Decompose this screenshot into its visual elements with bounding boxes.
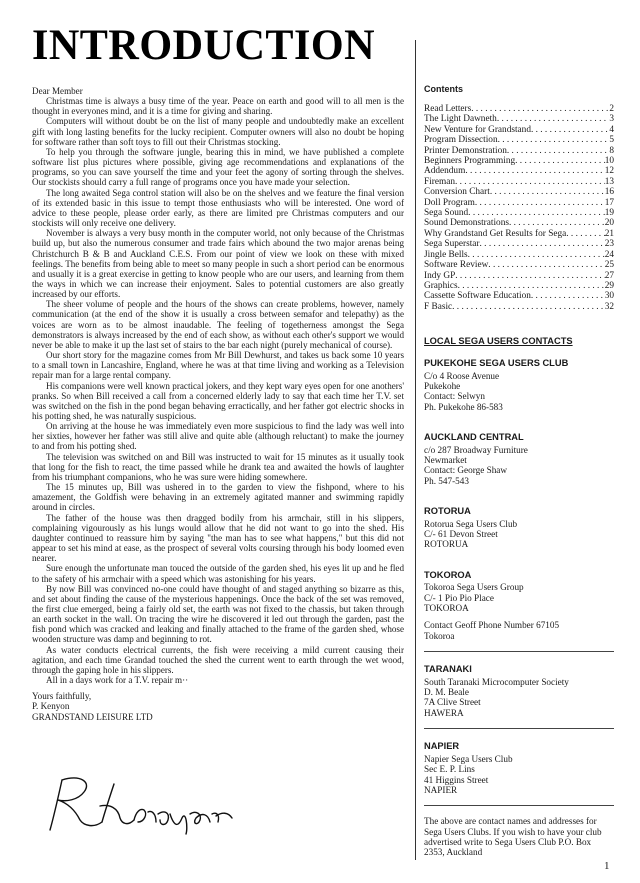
section-divider: [424, 728, 614, 729]
toc-entry[interactable]: [424, 302, 614, 312]
toc-title: Sound Demonstrations: [424, 218, 509, 229]
toc-entry[interactable]: [424, 177, 614, 187]
toc-entry[interactable]: [424, 135, 614, 145]
toc-title: New Venture for Grandstand: [424, 124, 531, 135]
letter-paragraph: The father of the house was then dragged bodily from his armchair, still in his slippers, complaining vigourously as his lungs would allow that he did not want to go into the shed. His daughter continued to reassure him by saying "the man has to see what happens," but this did not appear to set his mind at ease, as the prospect of several volts coursing through his body loomed even nearer.: [32, 512, 404, 564]
toc-leader: [471, 104, 609, 114]
toc-leader: [515, 156, 605, 166]
letter-paragraph: November is always a very busy month in the computer world, not only because of the Christmas build up, but also the numerous consumer and trade fairs which abound the two major arenas being Christchurch B & B and Auckland C.E.S. From our point of view we look on these with mixed feelings. The benefits from being able to meet so many people in such a short period can be enormous and usually it is a great exercise in getting to know people who are our users, and learning from them the ways in which we can increase their enjoyment. Sales to potential customers are also greatly increased by our efforts.: [32, 228, 404, 300]
toc-title: Printer Demonstration: [424, 145, 507, 156]
toc-page: 12: [604, 166, 614, 177]
club-contact: [424, 570, 614, 641]
letter-paragraph: Our short story for the magazine comes from Mr Bill Dewhurst, and takes us back some 10 years to a small town in Lancashire, England, where he was at that time living and working as a Television repair man for a large rental company.: [32, 350, 404, 381]
club-address-line: Tokoroa Sega Users Group: [424, 582, 524, 593]
club-phone-line: Ph. 547-543: [424, 475, 469, 486]
section-divider: [424, 805, 614, 806]
toc-leader: [455, 271, 604, 281]
page-title: INTRODUCTION: [32, 22, 376, 69]
club-address-line: C/o 4 Roose Avenue: [424, 370, 500, 381]
contents-list: [424, 104, 614, 312]
toc-leader: [465, 166, 604, 176]
handwritten-signature: [40, 768, 240, 838]
letter-paragraph: Christmas time is always a busy time of the year. Peace on earth and good will to all men is the thought in everyones mind, and it is a time for giving and sharing.: [32, 96, 404, 117]
company-name: GRANDSTAND LEISURE LTD: [32, 711, 153, 722]
club-address-line: Pukekohe: [424, 380, 461, 391]
toc-page: 8: [609, 145, 614, 156]
club-address-line: HAWERA: [424, 707, 464, 718]
toc-page: 21: [604, 228, 614, 239]
contents-heading: Contents: [424, 84, 463, 94]
toc-page: 32: [604, 301, 614, 312]
club-phone-line: Ph. Pukekohe 86-583: [424, 401, 503, 412]
club-address-line: c/o 287 Broadway Furniture: [424, 444, 528, 455]
toc-page: 20: [604, 218, 614, 229]
club-name: AUCKLAND CENTRAL: [424, 432, 524, 443]
toc-title: Graphics: [424, 280, 458, 291]
toc-leader: [531, 125, 609, 135]
toc-leader: [509, 218, 605, 228]
club-name: ROTORUA: [424, 506, 471, 517]
club-address-line: South Taranaki Microcomputer Society: [424, 676, 569, 687]
toc-leader: [490, 187, 605, 197]
toc-page: 16: [604, 187, 614, 198]
toc-entry[interactable]: [424, 114, 614, 124]
letter-paragraph: His companions were well known practical jokers, and they kept wary eyes open for one anothers' pranks. So when Bill received a call from a concerned elderly lady to say that each time her T.V. set was switched on the fish in the pond began behaving erractically, and her father got electric shocks in his potting shed, he was naturally suspicious.: [32, 380, 404, 421]
toc-page: 25: [604, 260, 614, 271]
letter-paragraph: To help you through the software jungle, bearing this in mind, we have published a complete software list plus pictures where possible, giving age recommendations and explanations of the programs, so you can save yourself the time and your feet the agony of sorting through the shelves. Our stockists should carry a full range of programs once you have made your selection.: [32, 146, 404, 188]
toc-leader: [458, 281, 605, 291]
toc-entry[interactable]: [424, 156, 614, 166]
toc-title: Software Review: [424, 260, 489, 271]
toc-entry[interactable]: [424, 166, 614, 176]
toc-title: Cassette Software Education: [424, 291, 531, 302]
toc-title: Beginners Programming: [424, 156, 516, 167]
club-contact: [424, 664, 614, 718]
club-name: NAPIER: [424, 741, 460, 752]
club-contact-line: Contact: George Shaw: [424, 465, 508, 476]
letter-paragraph: The television was switched on and Bill was instructed to wait for 15 minutes as it usually took that long for the fish to react, the time passed while he drank tea and awaited the howls of laughter from his triumphant companions, who he was sure were hiding somewhere.: [32, 451, 404, 482]
toc-title: Jingle Bells: [424, 249, 468, 260]
club-address-line: 41 Higgins Street: [424, 774, 489, 785]
toc-title: Addendum: [424, 166, 466, 177]
toc-leader: [498, 135, 610, 145]
spacer: [424, 613, 614, 620]
club-name: PUKEKOHE SEGA USERS CLUB: [424, 358, 569, 369]
letter-closing: [32, 691, 404, 721]
toc-entry[interactable]: [424, 239, 614, 249]
valediction: Yours faithfully,: [32, 691, 92, 702]
toc-title: F Basic: [424, 301, 453, 312]
toc-entry[interactable]: [424, 271, 614, 281]
toc-leader: [455, 177, 605, 187]
toc-leader: [468, 250, 605, 260]
club-address-line: Tokoroa: [424, 630, 455, 641]
section-divider: [424, 651, 614, 652]
toc-page: 19: [604, 208, 614, 219]
club-address-line: 7A Clive Street: [424, 697, 481, 708]
toc-title: The Light Dawneth: [424, 114, 497, 125]
toc-page: 4: [609, 124, 614, 135]
club-address-line: Newmarket: [424, 454, 467, 465]
club-name: TARANAKI: [424, 664, 472, 675]
club-address-line: ROTORUA: [424, 539, 469, 550]
letter-paragraph: By now Bill was convinced no-one could have thought of and staged anything so bizarre as this, and set about finding the cause of the mysterious happenings. Once the back of the set was removed, the first clue emerged, being a fairly old set, the earth was not fixed to the chassis, but taken through an earth socket in the wall. On tracing the wire he discovered it led out through the garden, past the fish pond which was cracked and leaking and finally attached to the frame of the garden shed, whose wooden structure was damp and beginning to rot.: [32, 583, 404, 645]
toc-entry[interactable]: [424, 218, 614, 228]
letter-paragraph: Computers will without doubt be on the list of many people and undoubtedly make an excellent gift with long lasting benefits for the lucky recipient. Computer owners will also no doubt be hoping for software rather than soft toys to fill out their Christmas stocking.: [32, 116, 404, 147]
toc-page: 5: [609, 135, 614, 146]
toc-page: 27: [604, 270, 614, 281]
club-name: TOKOROA: [424, 569, 472, 580]
toc-entry[interactable]: [424, 250, 614, 260]
letter-paragraph: Sure enough the unfortunate man touced the outside of the garden shed, his eyes lit up and he fled to the safety of his armchair with a speed which was astonishing for his years.: [32, 563, 404, 584]
toc-entry[interactable]: [424, 187, 614, 197]
club-address-line: TOKOROA: [424, 603, 469, 614]
toc-title: Indy GP: [424, 270, 456, 281]
toc-page: 13: [604, 176, 614, 187]
club-address-line: Napier Sega Users Club: [424, 753, 513, 764]
club-contact: [424, 506, 614, 550]
club-contact: [424, 358, 614, 412]
toc-entry[interactable]: [424, 198, 614, 208]
letter-paragraph: The long awaited Sega control station will also be on the shelves and we feature the final version of its extended basic in this issue to tempt those enthusiasts who will be interested. One word of advice to these people, please order early, as there are limited pre Christmas computers and our stockists will only receive one delivery.: [32, 187, 404, 229]
club-contact: [424, 432, 614, 486]
letter-body: [32, 86, 404, 722]
club-contact: [424, 741, 614, 795]
toc-entry[interactable]: [424, 125, 614, 135]
toc-page: 23: [604, 239, 614, 250]
club-address-line: NAPIER: [424, 784, 458, 795]
toc-page: 3: [609, 114, 614, 125]
toc-leader: [475, 198, 605, 208]
toc-entry[interactable]: [424, 104, 614, 114]
contacts-note: The above are contact names and addresses for Sega Users Clubs. If you wish to have your club advertised write to Sega Users Club P.O. Box 2353, Auckland: [424, 816, 602, 857]
toc-leader: [566, 229, 604, 239]
toc-leader: [507, 146, 609, 156]
letter-paragraph: On arriving at the house he was immediately even more suspicious to find the lady was well into her sixties, however her father was still alive and quite able (although reluctant) to make the journey to and from his potting shed.: [32, 421, 404, 452]
toc-page: 10: [604, 156, 614, 167]
toc-entry[interactable]: [424, 229, 614, 239]
letter-greeting: Dear Member: [32, 86, 83, 96]
toc-leader: [468, 208, 605, 218]
letter-paragraph: The sheer volume of people and the hours of the shows can create problems, however, namely communication (at the end of the show it is usually a cross between semafor and telepathy) as the voices are worn as to be almost inaudable. The feeling of togetherness amongst the Sega demonstrators is always increased by the end of each show, as without each other's support we would never be able to make it up the last set of stairs to the bar each night (purely mechanical of course).: [32, 299, 404, 350]
toc-entry[interactable]: [424, 260, 614, 270]
toc-title: Program Dissection: [424, 135, 498, 146]
toc-leader: [480, 239, 605, 249]
club-address-line: C/- 61 Devon Street: [424, 529, 498, 539]
letter-paragraph: As water conducts electrical currents, the fish were receiving a mild current causing their agitation, and each time Grandad touched the shed the current went to earth through the wet wood, through the gaping hole in his slippers.: [32, 644, 404, 675]
toc-entry[interactable]: [424, 208, 614, 218]
club-contact-line: Contact: Selwyn: [424, 391, 485, 402]
toc-entry[interactable]: [424, 281, 614, 291]
club-contact-line: Sec E. P. Lins: [424, 764, 475, 775]
toc-title: Sega Sound: [424, 208, 469, 219]
toc-page: 24: [604, 249, 614, 260]
page-number: 1: [604, 860, 610, 872]
club-phone-line: Contact Geoff Phone Number 67105: [424, 620, 560, 631]
toc-title: Doll Program: [424, 197, 475, 208]
toc-entry[interactable]: [424, 291, 614, 301]
toc-leader: [488, 260, 604, 270]
club-address-line: Rotorua Sega Users Club: [424, 518, 518, 529]
toc-page: 17: [604, 197, 614, 208]
toc-leader: [452, 302, 605, 312]
club-contact-line: D. M. Beale: [424, 687, 469, 698]
column-divider: [415, 40, 416, 860]
contacts-heading: LOCAL SEGA USERS CONTACTS: [424, 336, 573, 347]
toc-entry[interactable]: [424, 146, 614, 156]
toc-title: Why Grandstand Get Results for Sega: [424, 228, 567, 239]
toc-title: Read Letters: [424, 104, 472, 114]
letter-paragraph: The 15 minutes up, Bill was ushered in to the garden to view the fishpond, where to his amazement, the Goldfish were behaving in an extremely agitated manner and swimming rapidly around in circles.: [32, 482, 404, 513]
toc-page: 30: [604, 291, 614, 302]
sidebar: [424, 84, 614, 857]
toc-page: 29: [604, 280, 614, 291]
toc-title: Conversion Chart: [424, 187, 490, 198]
letter-paragraph: All in a days work for a T.V. repair m··: [46, 675, 189, 686]
toc-leader: [497, 114, 610, 124]
toc-leader: [531, 291, 605, 301]
toc-page: 2: [609, 104, 614, 114]
signatory-name: P. Kenyon: [32, 701, 70, 712]
toc-title: Fireman: [424, 176, 455, 187]
toc-title: Sega Superstar: [424, 239, 480, 250]
club-address-line: C/- 1 Pio Pio Place: [424, 592, 494, 603]
